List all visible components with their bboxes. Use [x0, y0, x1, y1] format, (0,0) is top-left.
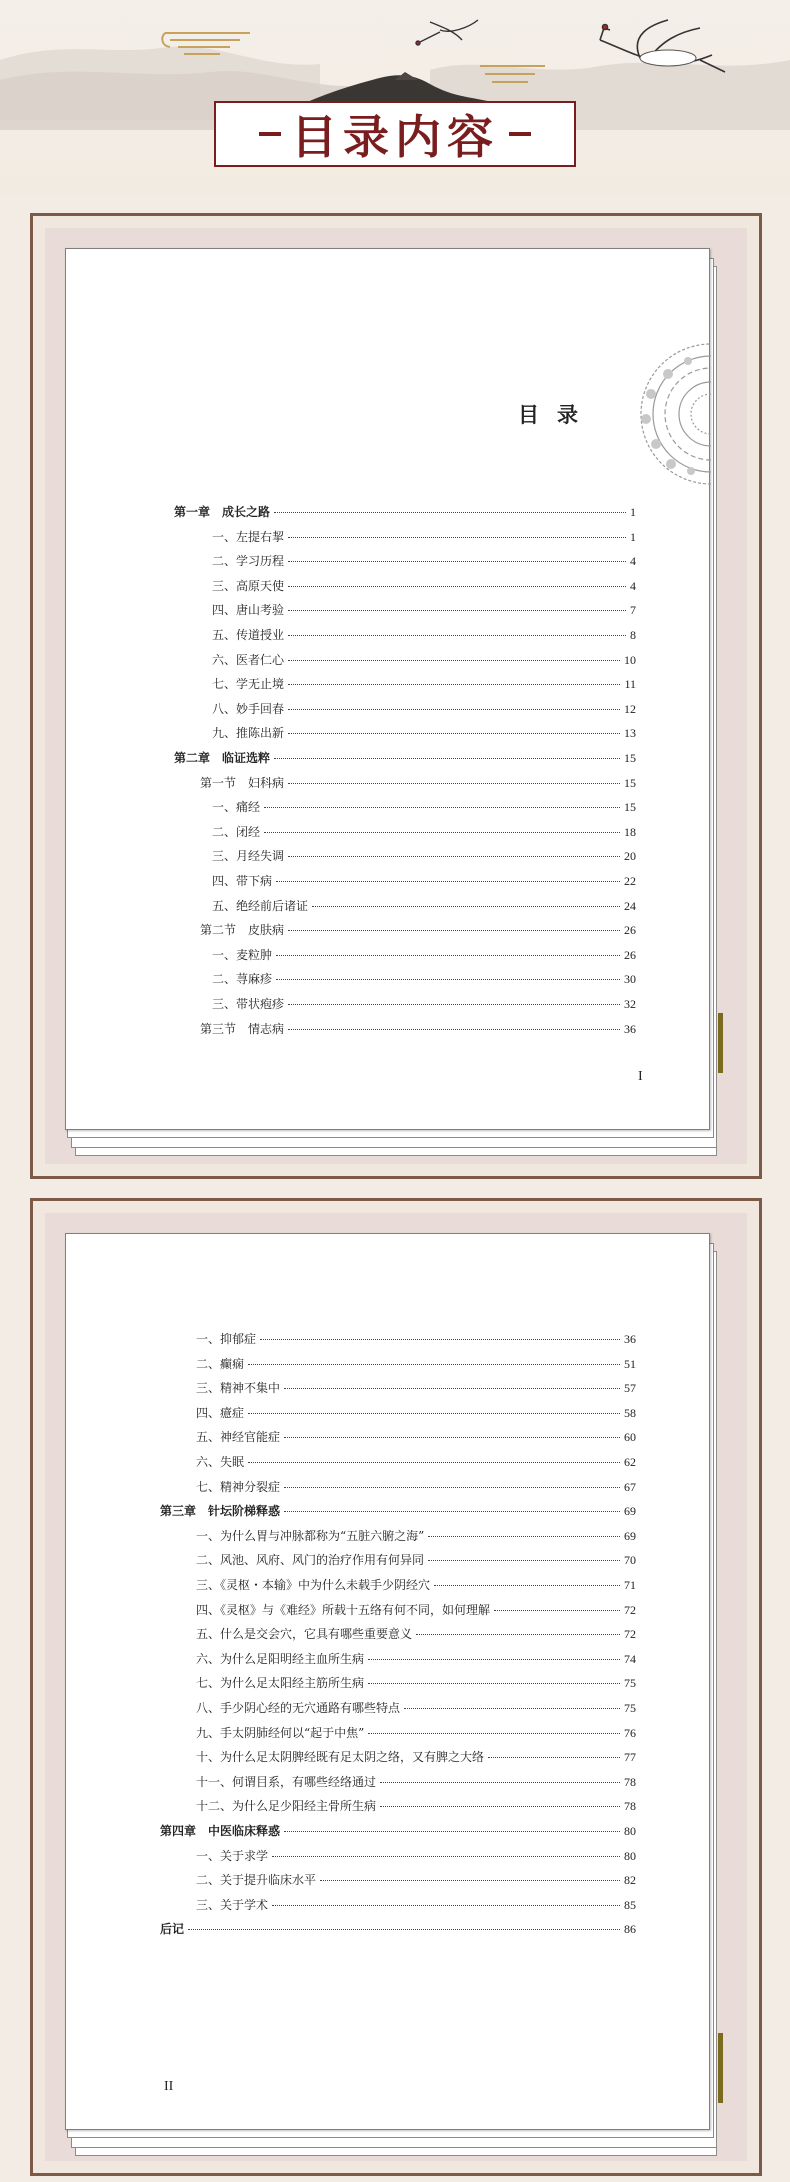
toc-entry-page: 22	[624, 874, 636, 888]
toc-entry-title: 十一、何谓目系，有哪些经络通过	[196, 1774, 377, 1789]
leader-dots	[248, 1364, 620, 1365]
toc-entry	[200, 1020, 636, 1040]
leader-dots	[276, 979, 620, 980]
toc-entry	[196, 1576, 636, 1596]
toc-entry	[196, 1650, 636, 1670]
toc-entry	[212, 847, 636, 867]
toc-frame-1	[30, 213, 762, 1179]
toc-entry	[174, 749, 636, 769]
leader-dots	[428, 1560, 620, 1561]
leader-dots	[380, 1782, 620, 1783]
toc-entry-title: 第二章 临证选粹	[174, 751, 271, 765]
toc-entry	[212, 798, 636, 818]
leader-dots	[284, 1388, 620, 1389]
toc-entry	[196, 1453, 636, 1473]
toc-entry-title: 二、风池、风府、风门的治疗作用有何异同	[196, 1553, 425, 1568]
toc-entry-title: 五、什么是交会穴，它具有哪些重要意义	[196, 1627, 413, 1642]
toc-entry-page: 15	[624, 751, 636, 765]
toc-entry	[200, 774, 636, 794]
toc-entry-page: 4	[630, 578, 636, 593]
toc-entry-page: 75	[624, 1701, 636, 1715]
leader-dots	[288, 783, 620, 784]
leader-dots	[288, 537, 626, 538]
leader-dots	[288, 709, 620, 710]
leader-dots	[320, 1880, 620, 1881]
toc-entry-page: 72	[624, 1627, 636, 1642]
toc-entry-title: 一、痛经	[212, 800, 261, 815]
toc-entry	[212, 897, 636, 917]
toc-entry-title: 二、关于提升临床水平	[196, 1873, 317, 1888]
page-number: I	[638, 1069, 643, 1084]
toc-entry	[196, 1748, 636, 1768]
leader-dots	[368, 1683, 620, 1684]
leader-dots	[288, 1004, 620, 1005]
toc-entry-title: 二、学习历程	[212, 554, 285, 569]
toc-entry-title: 十、为什么足太阴脾经既有足太阴之络，又有脾之大络	[196, 1750, 485, 1765]
toc-entry	[212, 995, 636, 1015]
toc-entry	[212, 651, 636, 671]
section-title-box	[214, 101, 576, 167]
leader-dots	[260, 1339, 620, 1340]
toc-entry-page: 72	[624, 1602, 636, 1617]
leader-dots	[276, 955, 620, 956]
leader-dots	[248, 1413, 620, 1414]
toc-entry-page: 8	[630, 628, 636, 642]
toc-entry-title: 第四章 中医临床释惑	[160, 1824, 281, 1838]
toc-entry-title: 后记	[160, 1922, 185, 1937]
toc-entry-page: 58	[624, 1405, 636, 1420]
leader-dots	[434, 1585, 620, 1586]
toc-entry	[212, 872, 636, 892]
toc-entry	[196, 1896, 636, 1916]
toc-entry-page: 11	[624, 677, 636, 692]
toc-entry-page: 4	[630, 554, 636, 569]
leader-dots	[288, 586, 626, 587]
leader-dots	[188, 1929, 620, 1930]
toc-entry-title: 四、癔症	[196, 1405, 245, 1420]
toc-entry-title: 六、医者仁心	[212, 652, 285, 667]
toc-entry	[196, 1847, 636, 1867]
leader-dots	[312, 906, 620, 907]
toc-entry-title: 四、《灵枢》与《难经》所载十五络有何不同，如何理解	[196, 1602, 491, 1617]
toc-entry	[196, 1674, 636, 1694]
toc-entry-title: 三、关于学术	[196, 1897, 269, 1912]
toc-entry-page: 20	[624, 849, 636, 864]
toc-entry	[212, 675, 636, 695]
toc-entry-page: 60	[624, 1430, 636, 1445]
toc-entry-title: 六、为什么足阳明经主血所生病	[196, 1651, 365, 1666]
toc-entry-title: 八、妙手回春	[212, 701, 285, 716]
toc-entry-page: 75	[624, 1676, 636, 1691]
toc-entry-title: 一、关于求学	[196, 1848, 269, 1863]
toc-entry-page: 82	[624, 1873, 636, 1888]
leader-dots	[288, 930, 620, 931]
toc-entry-page: 15	[624, 775, 636, 790]
toc-entry	[212, 946, 636, 966]
toc-entry-page: 36	[624, 1021, 636, 1036]
toc-entry	[196, 1355, 636, 1375]
toc-entry-title: 三、精神不集中	[196, 1381, 281, 1396]
toc-entry	[160, 1502, 636, 1522]
leader-dots	[368, 1659, 620, 1660]
toc-entry-page: 24	[624, 898, 636, 913]
toc-entry	[196, 1699, 636, 1719]
toc-entry-title: 一、为什么胃与冲脉都称为“五脏六腑之海”	[196, 1528, 425, 1543]
toc-entry	[196, 1404, 636, 1424]
toc-entry	[196, 1527, 636, 1547]
toc-entry-title: 五、传道授业	[212, 628, 285, 642]
toc-entry-page: 15	[624, 800, 636, 815]
toc-entry-page: 13	[624, 726, 636, 741]
toc-entry-title: 五、神经官能症	[196, 1430, 281, 1445]
toc-entry-title: 三、月经失调	[212, 849, 285, 864]
toc-entry-title: 二、荨麻疹	[212, 972, 273, 987]
toc-entry-title: 十二、为什么足少阳经主骨所生病	[196, 1799, 377, 1814]
toc-entry-page: 85	[624, 1897, 636, 1912]
toc-entry-title: 一、左提右挈	[212, 529, 285, 544]
toc-entry-title: 一、抑郁症	[196, 1332, 257, 1346]
toc-entry	[212, 823, 636, 843]
toc-entry-page: 1	[630, 529, 636, 544]
toc-entry-title: 二、癫痫	[196, 1356, 245, 1371]
toc-entry-title: 五、绝经前后诸证	[212, 898, 309, 913]
toc-entry	[196, 1625, 636, 1645]
toc-entry-title: 二、闭经	[212, 824, 261, 839]
toc-entry-page: 18	[624, 824, 636, 839]
toc-entry-title: 一、麦粒肿	[212, 947, 273, 962]
leader-dots	[288, 684, 620, 685]
toc-entry-page: 70	[624, 1553, 636, 1568]
toc-entry-title: 第一节 妇科病	[200, 775, 285, 790]
leader-dots	[276, 881, 620, 882]
leader-dots	[404, 1708, 620, 1709]
leader-dots	[274, 758, 620, 759]
toc-entry-title: 第一章 成长之路	[174, 505, 271, 519]
toc-entry	[196, 1428, 636, 1448]
toc-entry	[212, 724, 636, 744]
leader-dots	[488, 1757, 620, 1758]
toc-entry-page: 32	[624, 997, 636, 1011]
toc-entry-page: 78	[624, 1799, 636, 1814]
toc-entry-title: 七、学无止境	[212, 677, 285, 692]
toc-page-2	[65, 1233, 710, 2130]
leader-dots	[288, 660, 620, 661]
toc-entry	[196, 1601, 636, 1621]
toc-entry-title: 四、带下病	[212, 874, 273, 888]
toc-entry-title: 第三章 针坛阶梯释惑	[160, 1504, 281, 1519]
leader-dots	[248, 1462, 620, 1463]
leader-dots	[284, 1831, 620, 1832]
toc-entry-page: 71	[624, 1578, 636, 1592]
toc-entry-page: 30	[624, 972, 636, 987]
title-dash-right	[509, 132, 531, 136]
toc-entry-title: 九、手太阴肺经何以“起于中焦”	[196, 1725, 365, 1740]
leader-dots	[284, 1487, 620, 1488]
leader-dots	[494, 1610, 620, 1611]
toc-entry-page: 7	[630, 603, 636, 618]
toc-entry-page: 69	[624, 1504, 636, 1519]
toc-entry	[212, 700, 636, 720]
page-header-banner	[0, 0, 790, 195]
toc-entry-page: 36	[624, 1332, 636, 1346]
toc-entry	[200, 921, 636, 941]
toc-entry-page: 51	[624, 1356, 636, 1371]
toc-entry-page: 57	[624, 1381, 636, 1396]
toc-page-1	[65, 248, 710, 1130]
page-number: II	[164, 2079, 174, 2094]
toc-entry-title: 七、为什么足太阳经主筋所生病	[196, 1676, 365, 1691]
title-dash-left	[259, 132, 281, 136]
toc-entry-title: 三、高原天使	[212, 578, 285, 593]
toc-entry-page: 62	[624, 1455, 636, 1469]
section-title: 目录内容	[291, 110, 499, 164]
toc-entry-title: 三、《灵枢・本输》中为什么未载手少阴经穴	[196, 1578, 431, 1592]
toc-entry	[212, 626, 636, 646]
toc-entry	[174, 503, 636, 523]
leader-dots	[428, 1536, 620, 1537]
leader-dots	[272, 1856, 620, 1857]
toc-entry-page: 12	[624, 701, 636, 716]
toc-entry-page: 26	[624, 947, 636, 962]
toc-entry-title: 三、带状疱疹	[212, 997, 285, 1011]
toc-entry	[196, 1773, 636, 1793]
toc-entry	[212, 601, 636, 621]
toc-entry	[196, 1330, 636, 1350]
leader-dots	[416, 1634, 620, 1635]
toc-entry-page: 76	[624, 1725, 636, 1740]
toc-entry-title: 七、精神分裂症	[196, 1479, 281, 1494]
toc-entry-page: 77	[624, 1750, 636, 1765]
toc-entry	[196, 1871, 636, 1891]
leader-dots	[288, 635, 626, 636]
toc-entry	[196, 1379, 636, 1399]
leader-dots	[288, 610, 626, 611]
leader-dots	[284, 1511, 620, 1512]
toc-entry	[160, 1822, 636, 1842]
leader-dots	[264, 832, 620, 833]
toc-entry-page: 67	[624, 1479, 636, 1494]
toc-entry	[212, 577, 636, 597]
toc-entry	[196, 1551, 636, 1571]
leader-dots	[288, 1029, 620, 1030]
toc-entry	[196, 1724, 636, 1744]
toc-frame-2	[30, 1198, 762, 2176]
toc-entry-title: 第二节 皮肤病	[200, 923, 285, 938]
toc-entry-page: 69	[624, 1528, 636, 1543]
toc-entry	[196, 1478, 636, 1498]
toc-entry-page: 1	[630, 505, 636, 519]
toc-entry-title: 九、推陈出新	[212, 726, 285, 741]
ornament-medallion-icon	[606, 339, 711, 489]
leader-dots	[288, 733, 620, 734]
toc-entry-title: 八、手少阴心经的无穴通路有哪些特点	[196, 1701, 401, 1715]
toc-entry-page: 80	[624, 1848, 636, 1863]
leader-dots	[284, 1437, 620, 1438]
leader-dots	[264, 807, 620, 808]
toc-entry-title: 四、唐山考验	[212, 603, 285, 618]
toc-entry-page: 80	[624, 1824, 636, 1838]
leader-dots	[272, 1905, 620, 1906]
toc-entry-page: 78	[624, 1774, 636, 1789]
toc-entry	[212, 552, 636, 572]
toc-entry-title: 第三节 情志病	[200, 1021, 285, 1036]
toc-heading: 目录	[518, 403, 596, 427]
leader-dots	[380, 1806, 620, 1807]
toc-entry-title: 六、失眠	[196, 1455, 245, 1469]
leader-dots	[274, 512, 626, 513]
toc-entry	[212, 528, 636, 548]
toc-entry-page: 26	[624, 923, 636, 938]
toc-entry	[212, 970, 636, 990]
leader-dots	[368, 1733, 620, 1734]
toc-entry-page: 10	[624, 652, 636, 667]
leader-dots	[288, 561, 626, 562]
toc-entry-page: 86	[624, 1922, 636, 1937]
toc-entry	[160, 1920, 636, 1940]
leader-dots	[288, 856, 620, 857]
toc-entry	[196, 1797, 636, 1817]
crane-icon	[416, 20, 478, 45]
toc-entry-page: 74	[624, 1651, 636, 1666]
